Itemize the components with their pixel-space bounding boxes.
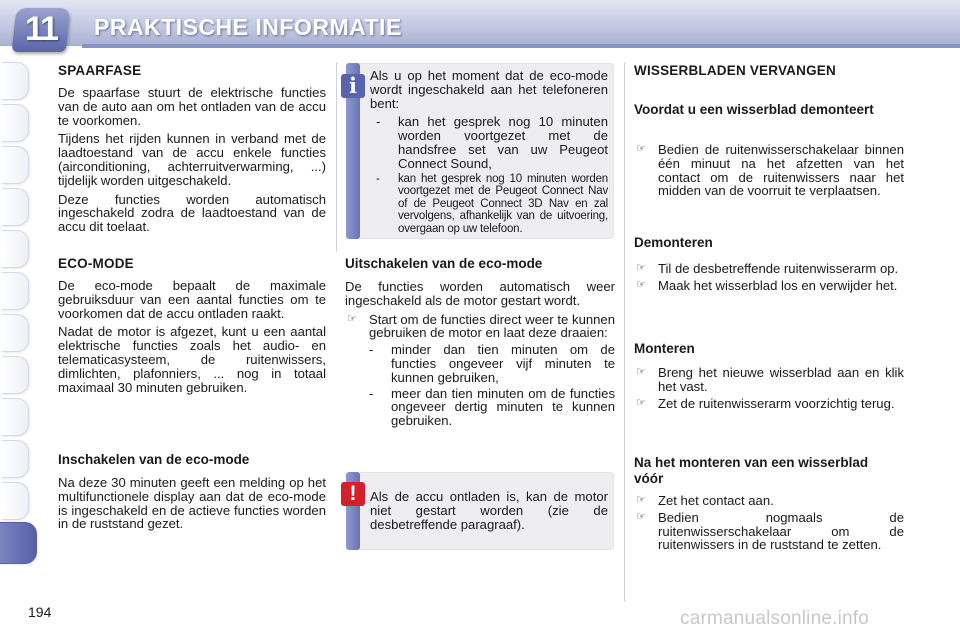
section-title-eco-mode: ECO-MODE (58, 256, 134, 271)
warning-note-text (370, 490, 608, 536)
pointing-hand-icon: ☞ (636, 366, 646, 378)
monteren-bullet-1-text: Breng het nieuwe wisserblad aan en klik het vast. (658, 365, 904, 394)
side-tab (2, 146, 29, 184)
voordat-bullet-1 (634, 143, 904, 198)
uitschakelen-dash-2 (363, 387, 615, 428)
side-tab (2, 230, 29, 268)
demonteren-bullet-2 (634, 279, 904, 293)
demonteren-bullet-1 (634, 262, 904, 276)
dash-marker: - (376, 114, 381, 130)
dash-marker: - (376, 172, 380, 185)
subsection-title-demonteren: Demonteren (634, 235, 713, 250)
dash-marker: - (369, 342, 374, 358)
side-tab-active (0, 522, 37, 564)
monteren-bullet-1 (634, 366, 904, 394)
header-underline (82, 44, 960, 48)
subsection-title-monteren: Monteren (634, 341, 695, 356)
info-note-item-1 (370, 115, 608, 170)
side-tab (2, 62, 29, 100)
eco-mode-paragraph-1: De eco-mode bepaalt de maximale gebruiksduur van een aantal functies om te voorkomen dat de accu ontladen raakt. (58, 278, 326, 321)
voordat-text (634, 143, 904, 201)
uitschakelen-dash-1-text: minder dan tien minuten om de functies ongeveer vijf minuten te kunnen gebruiken, (391, 342, 615, 385)
side-tab (2, 440, 29, 478)
subsection-title-na-het-monteren: Na het monteren van een wisserblad vóór (634, 455, 869, 486)
warning-note-paragraph: Als de accu ontladen is, kan de motor niet gestart worden (zie de desbetreffende paragraaf). (370, 489, 608, 532)
warning-icon: ! (341, 482, 365, 506)
pointing-hand-icon: ☞ (636, 143, 646, 155)
side-tab (2, 398, 29, 436)
side-tab (2, 272, 29, 310)
demonteren-text (634, 262, 904, 296)
spaarfase-paragraph-1: De spaarfase stuurt de elektrische functies van de auto aan om het ontladen van de accu te voorkomen. (58, 85, 326, 128)
eco-mode-paragraph-2: Nadat de motor is afgezet, kunt u een aantal elektrische functies zoals het audio- en telematicasysteem, de ruitenwissers, dimlichten, plafonniers, ... nog in totaal maximaal 30 minuten gebruiken. (58, 324, 326, 395)
info-note-item-2-text: kan het gesprek nog 10 minuten worden voortgezet met de Peugeot Connect Nav of de Peugeot Connect 3D Nav en zal vervolgens, afhankelijk van de uitvoering, overgaan op uw telefoon. (398, 172, 608, 235)
info-note-item-1-text: kan het gesprek nog 10 minuten worden voortgezet met de handsfree set van uw Peugeot Connect Sound, (398, 114, 608, 171)
spaarfase-paragraph-3: Deze functies worden automatisch ingeschakeld zodra de laadtoestand van de accu dit toelaat. (58, 191, 326, 235)
monteren-text (634, 366, 904, 413)
side-tab (2, 356, 29, 394)
info-note-item-2 (370, 173, 608, 236)
side-tab (2, 104, 29, 142)
pointing-hand-icon: ☞ (636, 510, 646, 523)
subsection-title-voordat: Voordat u een wisserblad demonteert (634, 102, 874, 117)
pointing-hand-icon: ☞ (636, 396, 646, 409)
chapter-number: 11 (25, 10, 57, 48)
pointing-hand-icon: ☞ (347, 312, 357, 325)
uitschakelen-bullet-text: Start om de functies direct weer te kunnen gebruiken de motor en laat deze draaien: (369, 311, 615, 341)
uitschakelen-bullet (345, 313, 615, 341)
pointing-hand-icon: ☞ (636, 494, 646, 506)
dash-marker: - (369, 385, 374, 401)
na-het-monteren-text (634, 494, 904, 555)
side-tab (2, 188, 29, 226)
side-tab (2, 314, 29, 352)
voordat-bullet-1-text: Bedien de ruitenwisserschakelaar binnen één minuut na het afzetten van het contact om de ruitenwissers naar het midden van de voorruit te verplaatsen. (658, 142, 904, 199)
page-title: PRAKTISCHE INFORMATIE (94, 14, 402, 40)
uitschakelen-dash-2-text: meer dan tien minuten om de functies ongeveer dertig minuten te kunnen gebruiken. (391, 385, 615, 429)
uitschakelen-text (345, 280, 615, 430)
subsection-title-uitschakelen: Uitschakelen van de eco-mode (345, 256, 543, 271)
info-icon: i (341, 74, 365, 98)
inschakelen-paragraph: Na deze 30 minuten geeft een melding op het multifunctionele display aan dat de eco-mode is ingeschakeld en de actieve functies worden in de ruststand gezet. (58, 475, 326, 532)
pointing-hand-icon: ☞ (636, 262, 646, 274)
section-title-wisserbladen: WISSERBLADEN VERVANGEN (634, 63, 836, 78)
demonteren-bullet-2-text: Maak het wisserblad los en verwijder het. (658, 277, 898, 293)
subsection-title-inschakelen: Inschakelen van de eco-mode (58, 452, 250, 467)
na-het-monteren-bullet-1-text: Zet het contact aan. (658, 493, 774, 508)
uitschakelen-dash-1 (363, 343, 615, 384)
na-het-monteren-bullet-2-text: Bedien nogmaals de ruitenwisserschakelaar om de ruitenwissers in de ruststand te zetten. (658, 509, 904, 553)
demonteren-bullet-1-text: Til de desbetreffende ruitenwisserarm op. (658, 261, 899, 276)
na-het-monteren-bullet-1 (634, 494, 904, 508)
eco-mode-text (58, 279, 326, 399)
info-note-text (370, 69, 608, 238)
spaarfase-paragraph-2: Tijdens het rijden kunnen in verband met de laadtoestand van de accu enkele functies (airconditioning, achterruitverwarming, ...) tijdelijk worden uitgeschakeld. (58, 131, 326, 188)
side-tab (2, 482, 29, 520)
pointing-hand-icon: ☞ (636, 278, 646, 291)
info-note-intro: Als u op het moment dat de eco-mode wordt ingeschakeld aan het telefoneren bent: (370, 68, 608, 111)
column-divider (624, 62, 625, 602)
spaarfase-text (58, 86, 326, 239)
uitschakelen-paragraph: De functies worden automatisch weer ingeschakeld als de motor gestart wordt. (345, 279, 615, 308)
page-number: 194 (28, 604, 52, 620)
watermark: carmanualsonline.info (680, 608, 870, 629)
inschakelen-text (58, 476, 326, 536)
monteren-bullet-2 (634, 397, 904, 411)
na-het-monteren-bullet-2 (634, 511, 904, 552)
column-divider (336, 62, 337, 252)
section-title-spaarfase: SPAARFASE (58, 63, 142, 78)
monteren-bullet-2-text: Zet de ruitenwisserarm voorzichtig terug. (658, 395, 895, 411)
